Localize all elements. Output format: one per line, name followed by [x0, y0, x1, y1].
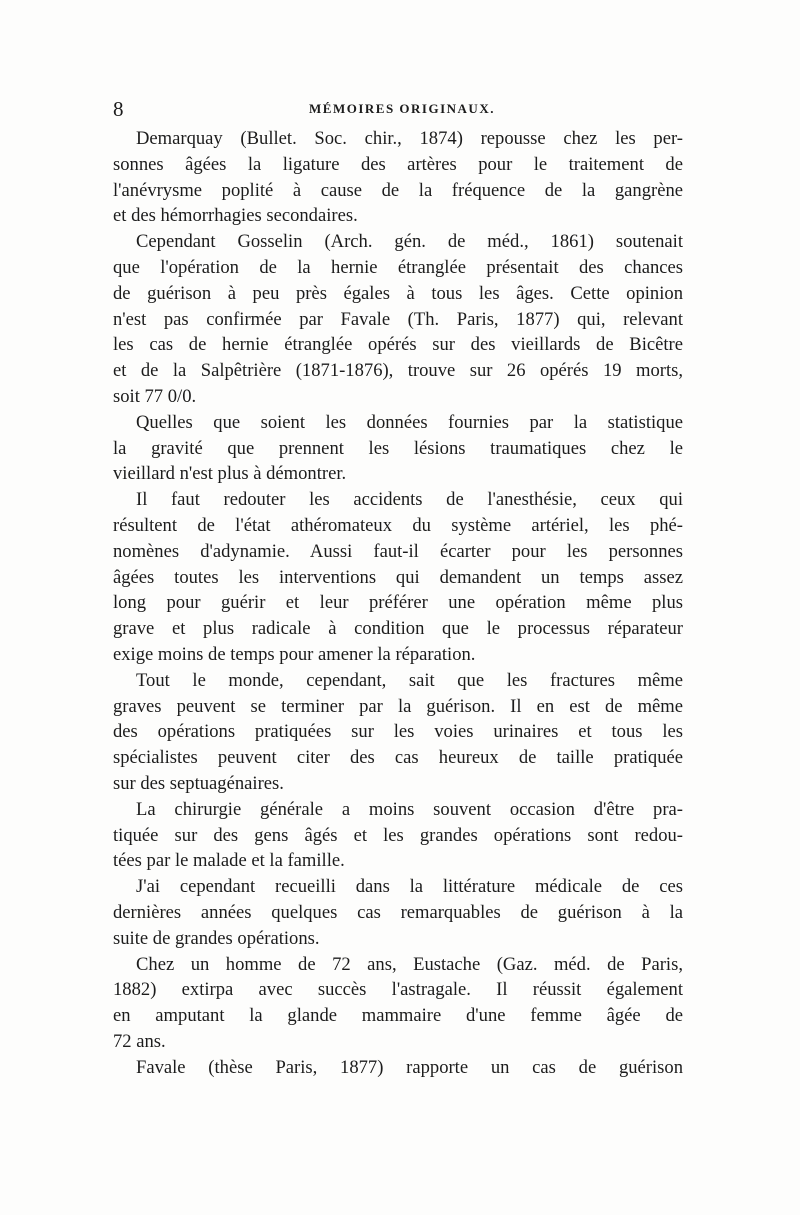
text-line: 72 ans.: [113, 1030, 166, 1052]
text-line: exige moins de temps pour amener la réparation.: [113, 643, 476, 665]
text-line: et des hémorrhagies secondaires.: [113, 205, 358, 227]
text-line: sonnes âgées la ligature des artères pour le traitement de: [113, 153, 683, 175]
text-line: de guérison à peu près égales à tous les âges. Cette opinion: [113, 282, 683, 304]
running-head: MÉMOIRES ORIGINAUX.: [309, 101, 495, 116]
text-line: l'anévrysme poplité à cause de la fréquence de la gangrène: [113, 179, 683, 201]
text-line: vieillard n'est plus à démontrer.: [113, 463, 347, 485]
text-line: Demarquay (Bullet. Soc. chir., 1874) repousse chez les per-: [136, 128, 683, 149]
text-line: grave et plus radicale à condition que le processus réparateur: [113, 618, 683, 640]
text-line: La chirurgie générale a moins souvent occasion d'être pra-: [136, 798, 683, 820]
page-number: 8: [113, 97, 124, 121]
text-line: Chez un homme de 72 ans, Eustache (Gaz. méd. de Paris,: [136, 953, 683, 975]
text-line: la gravité que prennent les lésions traumatiques chez le: [113, 437, 683, 459]
text-line: Favale (thèse Paris, 1877) rapporte un cas de guérison: [136, 1056, 683, 1078]
text-line: long pour guérir et leur préférer une opération même plus: [113, 592, 683, 614]
text-line: graves peuvent se terminer par la guérison. Il en est de même: [113, 695, 683, 717]
body-text: [113, 126, 683, 1080]
text-line: que l'opération de la hernie étranglée présentait des chances: [113, 256, 683, 278]
text-line: Il faut redouter les accidents de l'anesthésie, ceux qui: [136, 489, 683, 511]
text-line: Quelles que soient les données fournies par la statistique: [136, 411, 683, 433]
text-line: dernières années quelques cas remarquables de guérison à la: [113, 901, 683, 923]
text-line: Tout le monde, cependant, sait que les fractures même: [136, 669, 683, 691]
text-line: des opérations pratiquées sur les voies urinaires et tous les: [113, 721, 683, 743]
text-line: n'est pas confirmée par Favale (Th. Paris, 1877) qui, relevant: [113, 308, 683, 330]
text-line: les cas de hernie étranglée opérés sur des vieillards de Bicêtre: [113, 334, 683, 356]
text-line: J'ai cependant recueilli dans la littérature médicale de ces: [136, 876, 683, 898]
text-line: tiquée sur des gens âgés et les grandes opérations sont redou-: [113, 824, 683, 846]
text-line: en amputant la glande mammaire d'une femme âgée de: [113, 1005, 683, 1027]
text-line: résultent de l'état athéromateux du système artériel, les phé-: [113, 514, 683, 536]
text-line: nomènes d'adynamie. Aussi faut-il écarter pour les personnes: [113, 540, 683, 562]
text-line: sur des septuagénaires.: [113, 772, 284, 794]
text-line: âgées toutes les interventions qui demandent un temps assez: [113, 566, 683, 588]
text-line: spécialistes peuvent citer des cas heureux de taille pratiquée: [113, 747, 683, 769]
text-line: soit 77 0/0.: [113, 385, 197, 407]
text-line: tées par le malade et la famille.: [113, 850, 345, 872]
page-header: [113, 96, 683, 122]
text-line: Cependant Gosselin (Arch. gén. de méd., 1861) soutenait: [136, 231, 683, 253]
text-line: 1882) extirpa avec succès l'astragale. Il réussit également: [113, 979, 683, 1001]
text-line: suite de grandes opérations.: [113, 927, 320, 949]
text-line: et de la Salpêtrière (1871-1876), trouve sur 26 opérés 19 morts,: [113, 360, 683, 382]
